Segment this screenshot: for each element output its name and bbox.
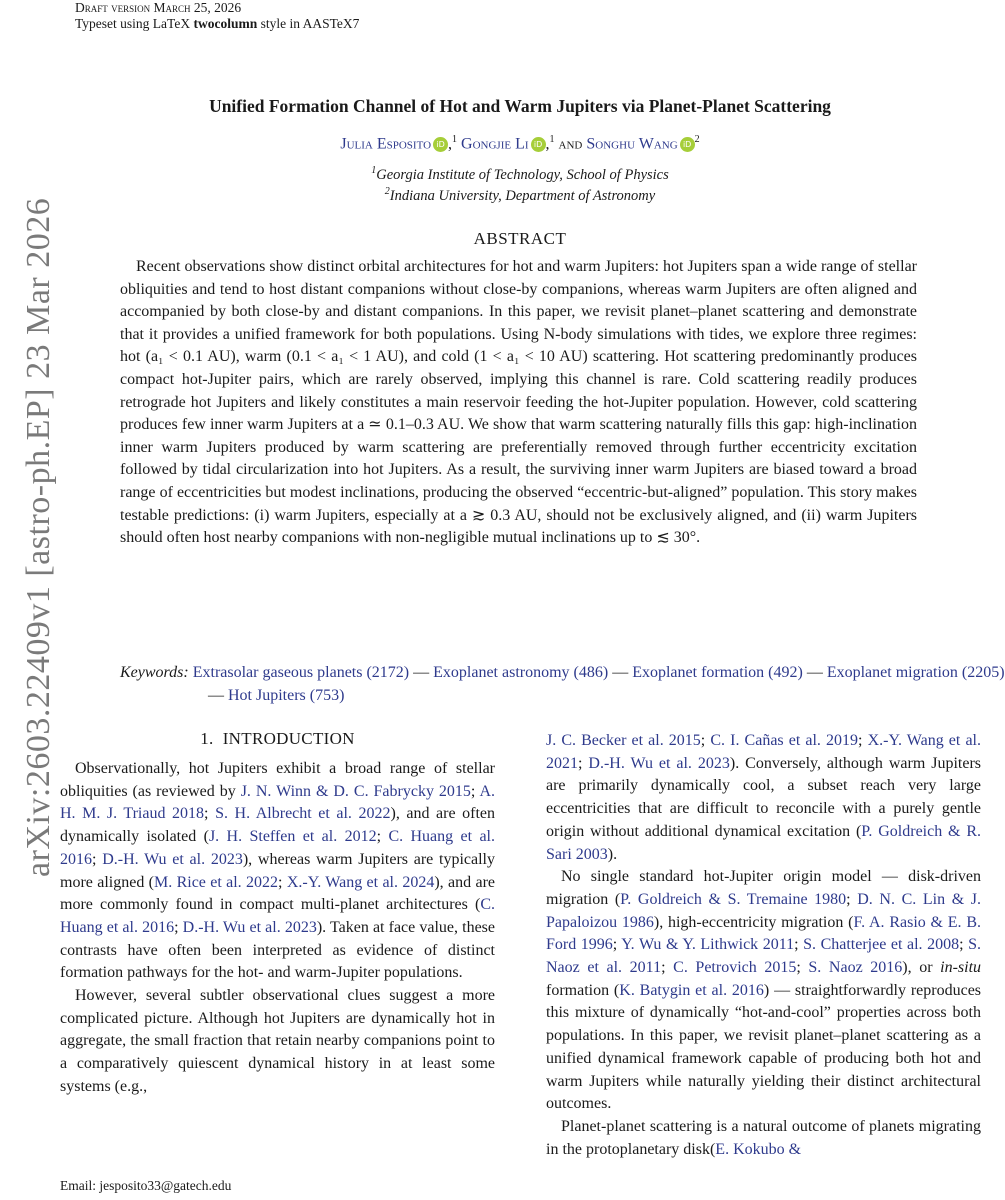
paragraph: No single standard hot-Jupiter origin model — disk-driven migration (P. Goldreich & S. Tremaine 1980; D. N. C. Lin & J. Papaloizou 1986), high-eccentricity migration (F. A. Rasio & E. B. Ford 1996; Y. Wu & Y. Lithwick 2011; S. Chatterjee et al. 2008; S. Naoz et al. 2011; C. Petrovich 2015; S. Naoz 2016), or in-situ formation (K. Batygin et al. 2016) — straightforwardly reproduces this mixture of dynamically “hot-and-cool” properties across both populations. In this paper, we revisit planet–planet scattering as a unified dynamical framework capable of producing both hot and warm Jupiters while naturally yielding their distinct architectural outcomes.	[546, 868, 982, 1113]
keywords: Keywords: Extrasolar gaseous planets (2172) — Exoplanet astronomy (486) — Exoplanet formation (492) — Exoplanet migration (2205) — Hot Jupiters (753)	[120, 664, 1005, 704]
author-list: Julia Esposito iD ,$^1$ Gongjie Li iD ,$^1$ and Songhu Wang iD $^2$	[340, 134, 700, 153]
citation-link[interactable]: M. Rice et al. 2022	[154, 873, 279, 891]
paper-title: Unified Formation Channel of Hot and Warm Jupiters via Planet-Planet Scattering	[209, 96, 831, 116]
paragraph: Planet-planet scattering is a natural outcome of planets migrating in the protoplanetary disk(E. Kokubo &	[546, 1117, 981, 1158]
email-footnote: Email: jesposito33@gatech.edu	[60, 1178, 232, 1193]
citation-link[interactable]: J. H. Steffen et al. 2012	[208, 828, 377, 846]
section-heading: 1. INTRODUCTION	[200, 729, 355, 748]
left-column	[60, 758, 495, 1099]
keyword-link[interactable]: Exoplanet migration (2205)	[826, 664, 1005, 681]
keyword-link[interactable]: Exoplanet formation (492)	[632, 664, 803, 681]
abstract-heading: ABSTRACT	[473, 229, 567, 248]
affiliation: $^2$Indiana University, Department of Astronomy	[384, 186, 656, 204]
keyword-link[interactable]: Hot Jupiters (753)	[228, 687, 345, 704]
citation-link[interactable]: S. Chatterjee et al. 2008	[803, 936, 960, 954]
citation-link[interactable]: C. Huang et al. 2016	[60, 828, 495, 868]
orcid-icon[interactable]: iD	[531, 137, 546, 152]
citation-link[interactable]: C. Petrovich 2015	[673, 959, 797, 977]
right-column	[546, 730, 981, 1161]
author-link[interactable]: Songhu Wang	[586, 135, 678, 153]
paragraph: However, several subtler observational clues suggest a more complicated picture. Although hot Jupiters are dynamically hot in aggregate, the small fraction that retain nearby companions point to a comparatively quiescent dynamical history in at least some systems (e.g.,	[60, 987, 495, 1095]
affiliation: $^1$Georgia Institute of Technology, School of Physics	[371, 165, 669, 183]
citation-link[interactable]: P. Goldreich & S. Tremaine 1980	[620, 890, 847, 908]
orcid-icon[interactable]: iD	[680, 137, 695, 152]
citation-link[interactable]: S. Naoz 2016	[808, 959, 903, 977]
abstract-text: Recent observations show distinct orbital architectures for hot and warm Jupiters: hot Jupiters span a wide range of stellar obliquities and tend to host distant companions without close-by companions, whereas warm Jupiters are often aligned and accompanied by both close-by and distant companions. In this paper, we revisit planet–planet scattering and demonstrate that it provides a unified framework for both populations. Using N-body simulations with tides, we explore three regimes: hot (a₁ < 0.1 AU), warm (0.1 < a₁ < 1 AU), and cold (1 < a₁ < 10 AU) scattering. Hot scattering predominantly produces compact hot-Jupiter pairs, which are rarely observed, implying this channel is rare. Cold scattering readily produces retrograde hot Jupiters and likely constitutes a main reservoir feeding the hot-Jupiter population. However, cold scattering produces few inner warm Jupiters at a ≃ 0.1–0.3 AU. We show that warm scattering naturally fills this gap: high-inclination inner warm Jupiters produced by warm scattering are preferentially removed through further eccentricity excitation followed by tidal circularization into hot Jupiters. As a result, the surviving inner warm Jupiters are biased toward a broad range of eccentricities but modest inclinations, producing the observed “eccentric-but-aligned” population. This story makes testable predictions: (i) warm Jupiters, especially at a ≳ 0.3 AU, should not be exclusively aligned, and (ii) warm Jupiters should often host nearby companions with non-negligible mutual inclinations up to ≲ 30°.	[120, 258, 917, 547]
orcid-icon[interactable]: iD	[433, 137, 448, 152]
citation-link[interactable]: X.-Y. Wang et al. 2024	[286, 873, 435, 891]
typeset-note: Typeset using LaTeX twocolumn style in AASTeX7	[75, 16, 360, 31]
citation-link[interactable]: D. N. C. Lin & J. Papaloizou 1986	[546, 890, 982, 931]
page-header	[75, 0, 359, 32]
draft-version: Draft version March 25, 2026	[75, 0, 242, 15]
citation-link[interactable]: J. N. Winn & D. C. Fabrycky 2015	[240, 782, 471, 800]
citation-link[interactable]: D.-H. Wu et al. 2023	[588, 754, 730, 772]
author-link[interactable]: Julia Esposito	[340, 135, 432, 153]
citation-link[interactable]: A. H. M. J. Triaud 2018	[60, 782, 496, 823]
citation-link[interactable]: C. I. Cañas et al. 2019	[710, 732, 859, 749]
citation-link[interactable]: C. Huang et al. 2016	[60, 896, 495, 936]
keyword-list: Extrasolar gaseous planets (2172) — Exoplanet astronomy (486) — Exoplanet formation (492) — Exoplanet migration (2205) — Hot Jupiters (753)	[192, 664, 1005, 704]
paragraph: Observationally, hot Jupiters exhibit a broad range of stellar obliquities (as reviewed by J. N. Winn & D. C. Fabrycky 2015; A. H. M. J. Triaud 2018; S. H. Albrecht et al. 2022), and are often dynamically isolated (J. H. Steffen et al. 2012; C. Huang et al. 2016; D.-H. Wu et al. 2023), whereas warm Jupiters are typically more aligned (M. Rice et al. 2022; X.-Y. Wang et al. 2024), and are more commonly found in compact multi-planet architectures (C. Huang et al. 2016; D.-H. Wu et al. 2023). Taken at face value, these contrasts have often been interpreted as evidence of distinct formation pathways for the hot- and warm-Jupiter populations.	[60, 760, 496, 982]
citation-link[interactable]: S. H. Albrecht et al. 2022	[215, 805, 391, 823]
citation-link[interactable]: Y. Wu & Y. Lithwick 2011	[621, 936, 795, 954]
citation-link[interactable]: F. A. Rasio & E. B. Ford 1996	[546, 913, 982, 954]
paragraph: J. C. Becker et al. 2015; C. I. Cañas et al. 2019; X.-Y. Wang et al. 2021; D.-H. Wu et al. 2023). Conversely, although warm Jupiters are primarily dynamically cool, a subset reach very large eccentricities that are difficult to reconcile with a purely gentle origin without additional dynamical excitation (P. Goldreich & R. Sari 2003).	[546, 732, 982, 863]
citation-link[interactable]: D.-H. Wu et al. 2023	[102, 850, 243, 868]
citation-link[interactable]: K. Batygin et al. 2016	[619, 981, 764, 999]
keyword-link[interactable]: Exoplanet astronomy (486)	[433, 664, 609, 681]
citation-link[interactable]: D.-H. Wu et al. 2023	[182, 918, 317, 936]
keyword-link[interactable]: Extrasolar gaseous planets (2172)	[192, 664, 410, 681]
citation-link[interactable]: J. C. Becker et al. 2015	[546, 732, 701, 749]
citation-link[interactable]: S. Naoz et al. 2011	[546, 936, 981, 977]
citation-link[interactable]: E. Kokubo &	[715, 1140, 802, 1158]
author-link[interactable]: Gongjie Li	[461, 135, 529, 153]
citation-link[interactable]: P. Goldreich & R. Sari 2003	[546, 822, 981, 863]
citation-link[interactable]: X.-Y. Wang et al. 2021	[546, 732, 981, 772]
arxiv-sidebar-stamp: arXiv:2603.22409v1 [astro-ph.EP] 23 Mar 2026	[20, 197, 57, 877]
italic-term: in-situ	[940, 959, 982, 977]
latex-logo: LaTeX	[152, 16, 191, 31]
